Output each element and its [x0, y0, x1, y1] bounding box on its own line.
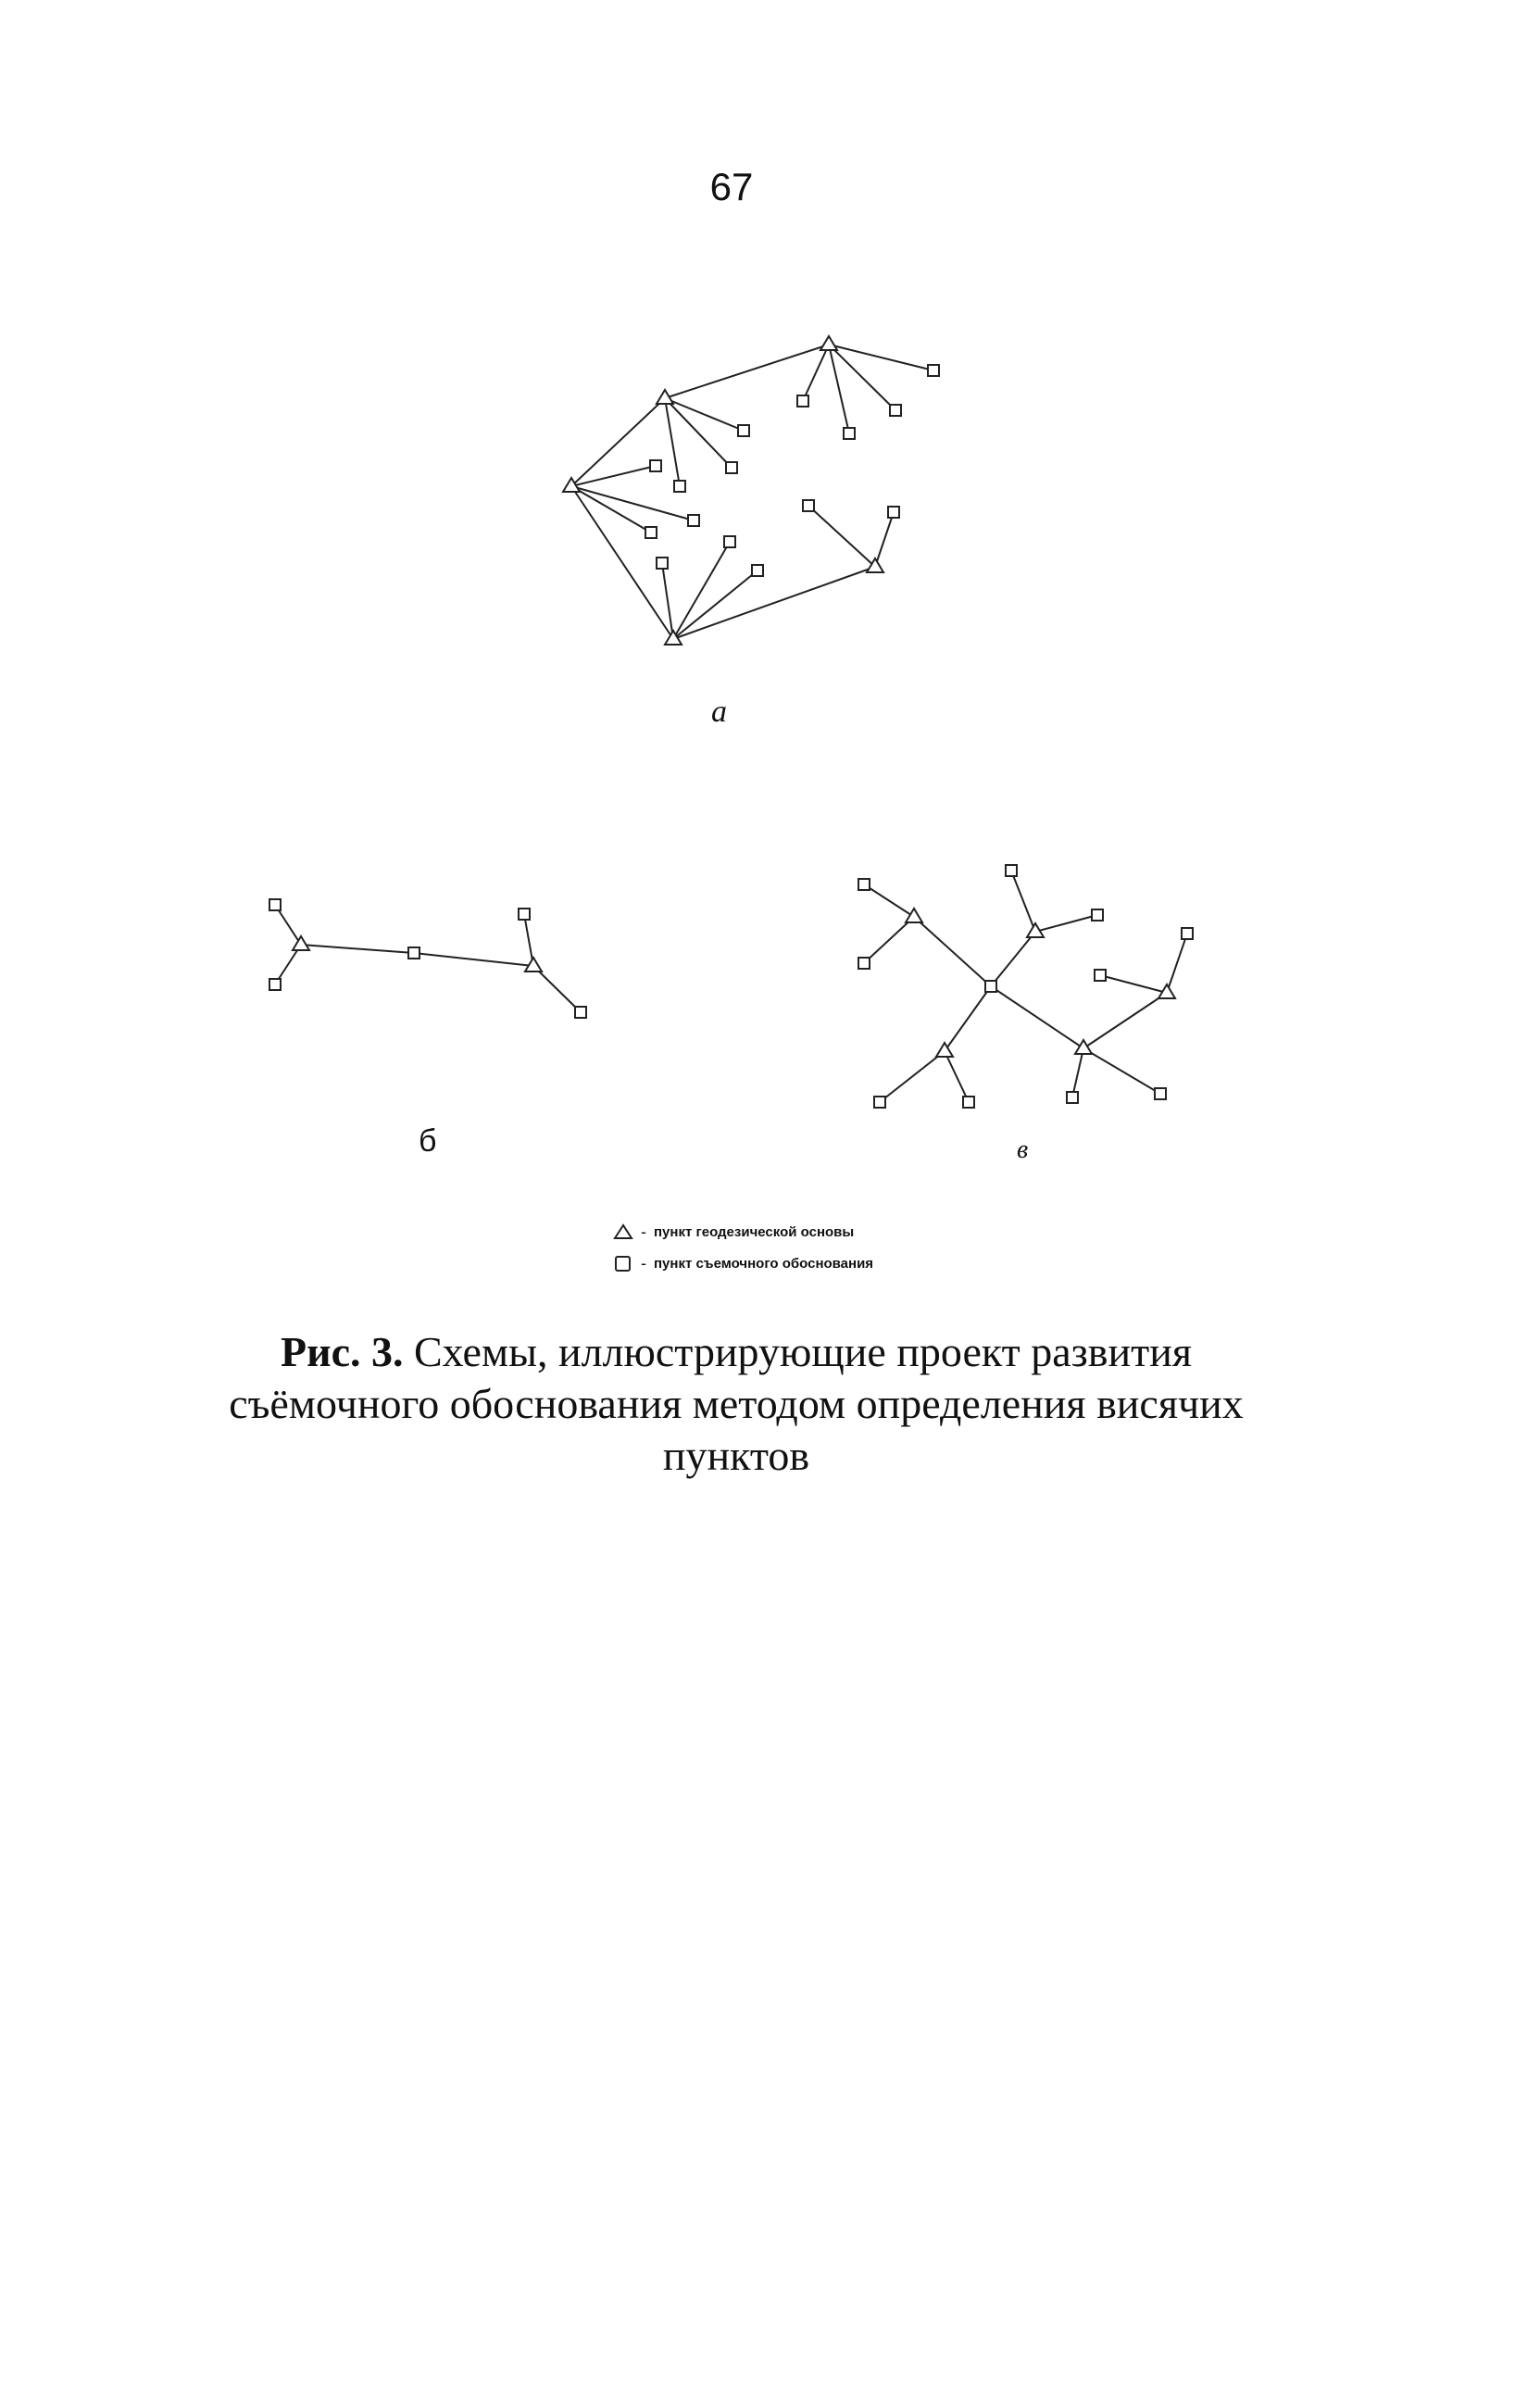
- caption-line-1-text: Схемы, иллюстрирующие проект развития: [403, 1328, 1193, 1375]
- scheme-v-geodetic-points: [906, 909, 1175, 1057]
- survey-point: [803, 500, 814, 511]
- geodetic-point: [906, 909, 922, 922]
- survey-point: [645, 527, 657, 538]
- geodetic-point: [293, 936, 309, 950]
- survey-point: [1182, 928, 1193, 939]
- caption-prefix: Рис. 3.: [280, 1328, 404, 1375]
- scheme-b: [269, 899, 586, 1018]
- legend-label-survey: пункт съемочного обоснования: [654, 1255, 874, 1272]
- geodetic-point: [1075, 1040, 1092, 1054]
- subfigure-label-b: б: [419, 1123, 437, 1159]
- legend-row-geodetic: [613, 1216, 873, 1247]
- survey-point: [519, 909, 530, 920]
- survey-point: [963, 1097, 974, 1108]
- geodetic-point: [936, 1043, 953, 1057]
- survey-point: [858, 958, 870, 969]
- survey-point: [724, 536, 735, 547]
- survey-point: [797, 395, 808, 407]
- survey-point: [269, 899, 281, 910]
- survey-point: [874, 1097, 885, 1108]
- square-icon: [613, 1254, 633, 1272]
- survey-point: [844, 428, 855, 439]
- legend-dash: -: [641, 1222, 646, 1241]
- survey-point: [575, 1007, 586, 1018]
- survey-point: [657, 558, 668, 569]
- legend-label-geodetic: пункт геодезической основы: [654, 1223, 855, 1240]
- survey-point: [928, 365, 939, 376]
- legend-dash: -: [641, 1253, 646, 1272]
- survey-point: [1095, 970, 1106, 981]
- survey-point: [1155, 1088, 1166, 1099]
- geodetic-point: [820, 336, 837, 350]
- survey-point: [726, 462, 737, 473]
- survey-point: [888, 507, 899, 518]
- figure-caption: [0, 1326, 1472, 1482]
- scheme-v-edges: [864, 871, 1187, 1102]
- legend: [613, 1216, 873, 1279]
- caption-line-3: пунктов: [662, 1432, 810, 1479]
- page-number: 67: [709, 165, 754, 208]
- survey-point: [408, 947, 419, 959]
- caption-line-2: съёмочного обоснования методом определения висячих: [229, 1380, 1244, 1427]
- caption-line-1: [0, 1326, 1472, 1378]
- survey-point: [688, 515, 699, 526]
- subfigure-label-a: а: [711, 695, 727, 729]
- legend-row-survey: [613, 1247, 873, 1279]
- subfigure-label-v: в: [1017, 1135, 1029, 1164]
- survey-point: [1006, 865, 1017, 876]
- scheme-a-edges: [571, 345, 933, 639]
- scheme-v: [858, 865, 1193, 1108]
- triangle-icon: [613, 1222, 633, 1241]
- survey-point: [858, 879, 870, 890]
- survey-point: [650, 460, 661, 471]
- survey-point: [985, 981, 996, 992]
- survey-point: [269, 979, 281, 990]
- survey-point: [1092, 909, 1103, 921]
- scheme-b-survey-points: [269, 899, 586, 1018]
- survey-point: [738, 425, 749, 436]
- survey-point: [1067, 1092, 1078, 1103]
- survey-point: [674, 481, 685, 492]
- survey-point: [752, 565, 763, 576]
- scheme-a: [563, 336, 939, 645]
- survey-point: [890, 405, 901, 416]
- scheme-a-survey-points: [645, 365, 939, 576]
